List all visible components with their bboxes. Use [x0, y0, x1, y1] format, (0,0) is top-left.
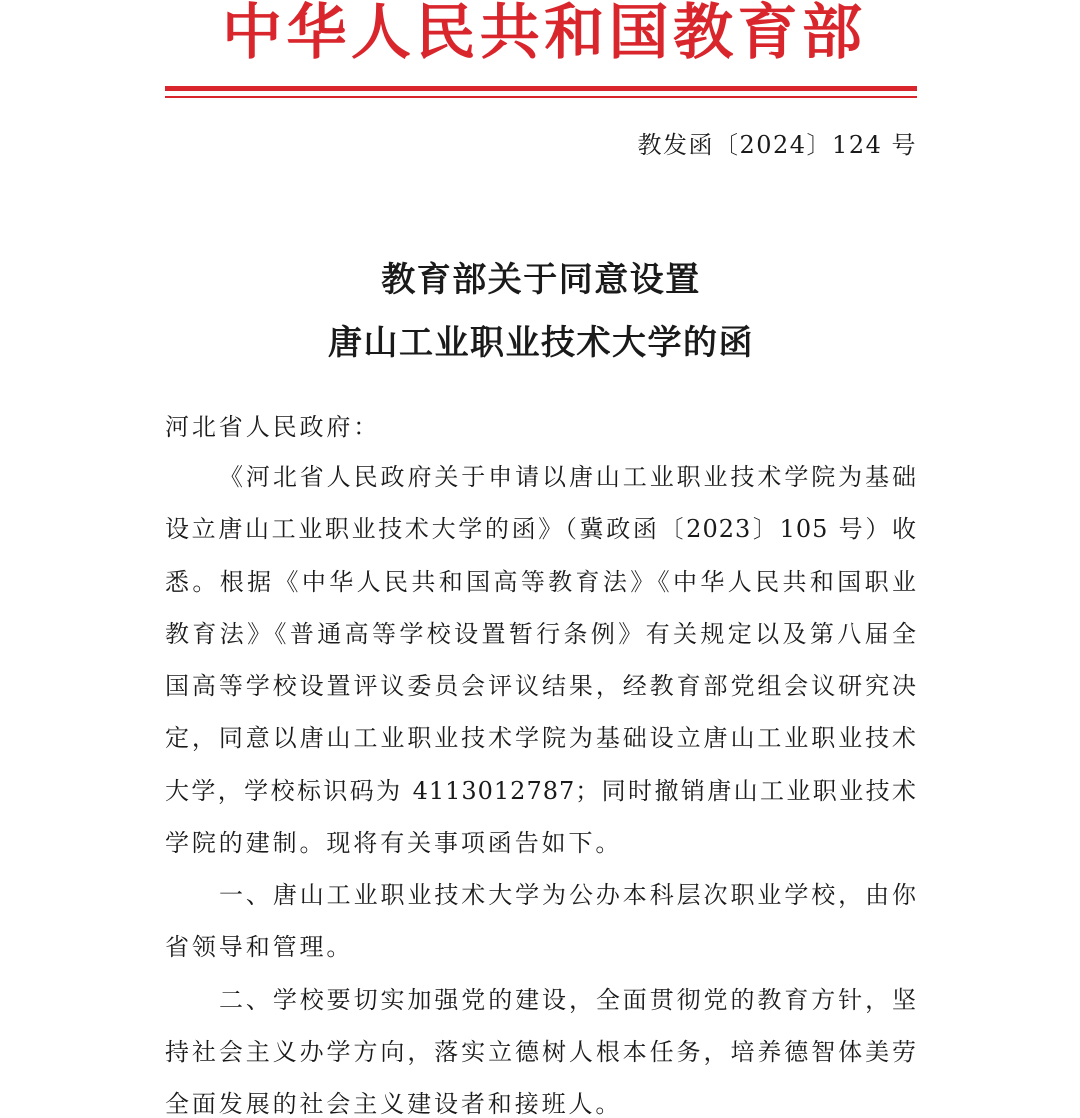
- paragraph-1: [165, 463, 917, 857]
- document-title-line-2: 唐山工业职业技术大学的函: [328, 323, 754, 363]
- body-line: 定，同意以唐山工业职业技术学院为基础设立唐山工业职业技术: [165, 724, 917, 753]
- document-body: [165, 463, 917, 1118]
- body-line: 全面发展的社会主义建设者和接班人。: [165, 1090, 623, 1118]
- letterhead-red-rule-thick: [165, 86, 917, 91]
- document-title-line-1: 教育部关于同意设置: [381, 260, 701, 300]
- document-number: 教发函〔2024〕124 号: [637, 131, 917, 159]
- letterhead-red-rule-thin: [165, 96, 917, 98]
- addressee: 河北省人民政府：: [165, 413, 381, 441]
- body-line: 《河北省人民政府关于申请以唐山工业职业技术学院为基础: [219, 463, 917, 491]
- body-line: 教育法》《普通高等学校设置暂行条例》有关规定以及第八届全: [165, 619, 917, 648]
- body-line: 学院的建制。现将有关事项函告如下。: [165, 828, 623, 857]
- body-line: 设立唐山工业职业技术大学的函》（冀政函〔2023〕105 号）收: [165, 515, 917, 544]
- paragraph-3: [165, 986, 917, 1118]
- body-line: 国高等学校设置评议委员会评议结果，经教育部党组会议研究决: [165, 672, 917, 700]
- body-line: 持社会主义办学方向，落实立德树人根本任务，培养德智体美劳: [165, 1037, 917, 1066]
- body-line: 悉。根据《中华人民共和国高等教育法》《中华人民共和国职业: [165, 567, 917, 596]
- paragraph-2: [165, 881, 917, 961]
- body-line: 省领导和管理。: [165, 933, 354, 962]
- body-line: 一、唐山工业职业技术大学为公办本科层次职业学校，由你: [219, 881, 917, 909]
- body-line: 二、学校要切实加强党的建设，全面贯彻党的教育方针，坚: [219, 985, 917, 1014]
- body-line: 大学，学校标识码为 4113012787；同时撤销唐山工业职业技术: [165, 776, 917, 805]
- letterhead-issuer: 中华人民共和国教育部: [222, 0, 862, 66]
